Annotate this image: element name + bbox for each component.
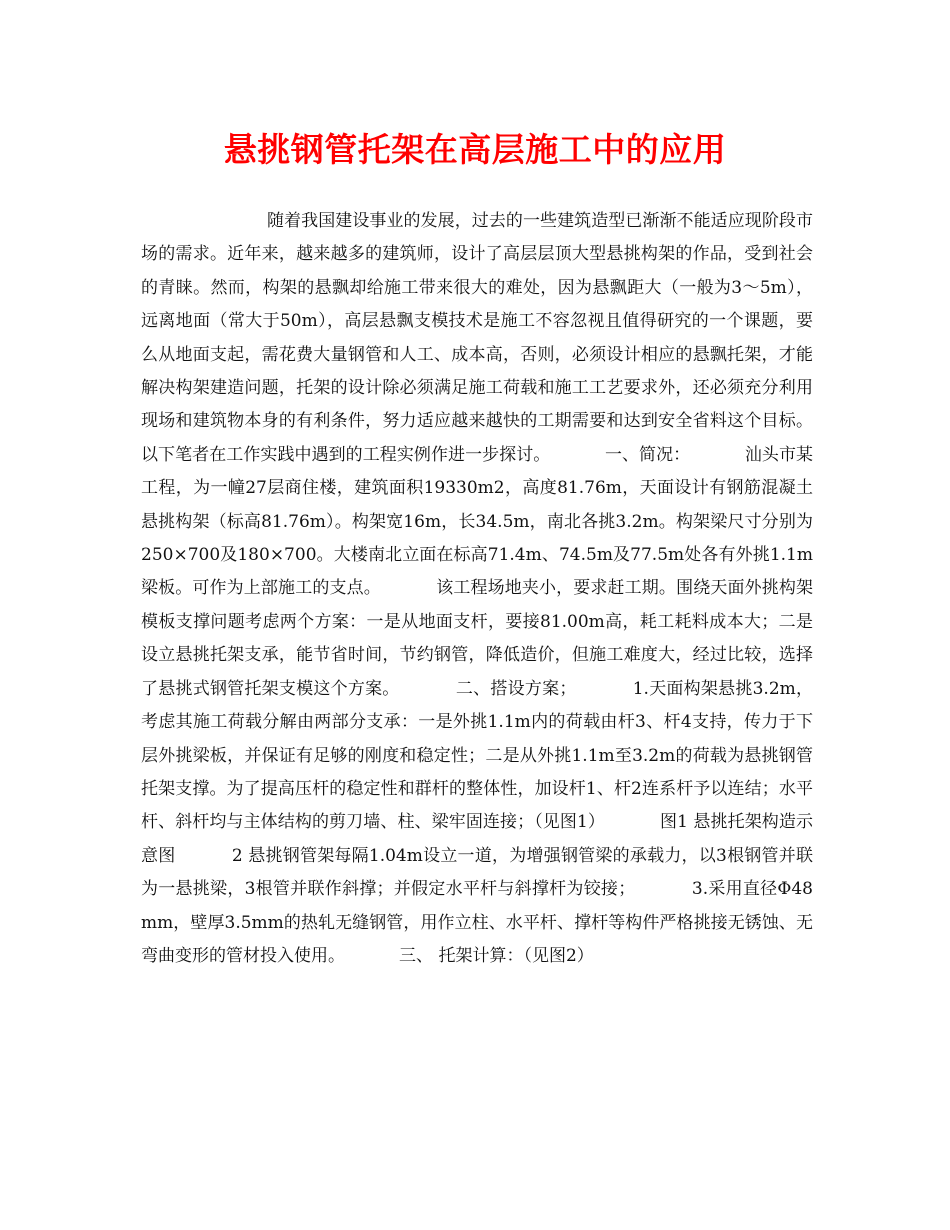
document-title: 悬挑钢管托架在高层施工中的应用 — [223, 130, 727, 169]
document-body: 随着我国建设事业的发展，过去的一些建筑造型已渐渐不能适应现阶段市场的需求。近年来，越来越多的建筑师，设计了高层层顶大型悬挑构架的作品，受到社会的青睐。然而，构架的悬飘却给施工带来很大的难处，因为悬飘距大（一般为3～5m），远离地面（常大于50m），高层悬飘支模技术是施工不容忽视且值得研究的一个课题，要么从地面支起，需花费大量钢管和人工、成本高，否则，必须设计相应的悬飘托架，才能解决构架建造问题，托架的设计除必须满足施工荷载和施工工艺要求外，还必须充分利用现场和建筑物本身的有利条件，努力适应越来越快的工期需要和达到安全省料这个目标。以下笔者在工作实践中遇到的工程实例作进一步探讨。 一、简况： 汕头市某工程，为一幢27层商住楼，建筑面积19330m2，高度81.76m，天面设计有钢筋混凝土悬挑构架（标高81.76m）。构架宽16m，长34.5m，南北各挑3.2m。构架梁尺寸分别为250×700及180×700。大楼南北立面在标高71.4m、74.5m及77.5m处各有外挑1.1m梁板。可作为上部施工的支点。 该工程场地夹小，要求赶工期。围绕天面外挑构架模板支撑问题考虑两个方案：一是从地面支杆，要接81.00m高，耗工耗料成本大；二是设立悬挑托架支承，能节省时间，节约钢管，降低造价，但施工难度大，经过比较，选择了悬挑式钢管托架支模这个方案。 二、搭设方案； 1.天面构架悬挑3.2m，考虑其施工荷载分解由两部分支承：一是外挑1.1m内的荷载由杆3、杆4支持，传力于下层外挑梁板，并保证有足够的刚度和稳定性；二是从外挑1.1m至3.2m的荷载为悬挑钢管托架支撑。为了提高压杆的稳定性和群杆的整体性，加设杆1、杆2连系杆予以连结；水平杆、斜杆均与主体结构的剪刀墙、柱、梁牢固连接；（见图1） 图1 悬挑托架构造示意图 2 悬挑钢管架每隔1.04m设立一道，为增强钢管梁的承载力，以3根钢管并联为一悬挑梁，3根管并联作斜撑；并假定水平杆与斜撑杆为铰接； 3.采用直径Φ48mm，壁厚3.5mm的热轧无缝钢管，用作立柱、水平杆、撑杆等构件严格挑接无锈蚀、无弯曲变形的管材投入使用。 三、 托架计算：（见图2） — [141, 211, 813, 966]
